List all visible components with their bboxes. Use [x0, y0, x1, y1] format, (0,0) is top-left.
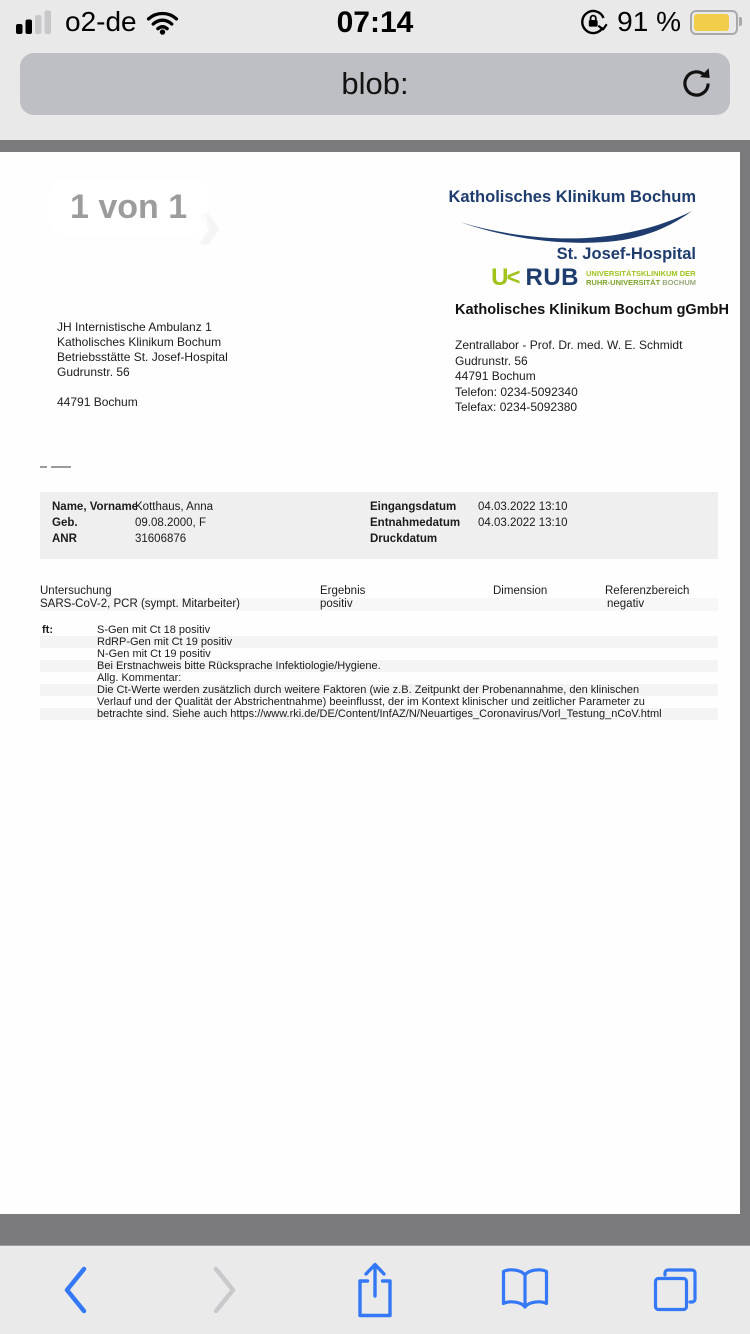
- carrier-label: o2-de: [65, 6, 137, 37]
- sender-address-line: JH Internistische Ambulanz 1: [57, 320, 212, 334]
- patient-info-box: [40, 492, 718, 559]
- lab-address-line: Telefax: 0234-5092380: [455, 400, 578, 414]
- url-text: blob:: [341, 66, 409, 101]
- battery-icon: [690, 10, 738, 35]
- address-bar[interactable]: [20, 53, 730, 115]
- bookmarks-button[interactable]: [489, 1254, 561, 1326]
- column-header: Untersuchung: [40, 585, 112, 597]
- sender-address-line: Betriebsstätte St. Josef-Hospital: [57, 350, 228, 364]
- clock: 07:14: [336, 6, 414, 39]
- column-header: Ergebnis: [320, 585, 366, 597]
- sender-address-line: [57, 380, 228, 395]
- open-book-icon: [496, 1266, 554, 1314]
- table-row: [40, 598, 718, 611]
- ukrub-logo-subtext: [586, 269, 696, 287]
- battery-percent: 91 %: [617, 6, 681, 37]
- logo-swoosh: [456, 209, 696, 245]
- footnote-line: Verlauf und der Qualität der Abstrichentnahme) beeinflusst, der im Kontext klinischer und zeitlicher Parameter zu: [97, 696, 645, 708]
- date-label: Druckdatum: [370, 533, 438, 545]
- chevron-right-icon: [210, 1264, 240, 1316]
- forward-button[interactable]: [189, 1254, 261, 1326]
- patient-label: ANR: [52, 533, 77, 545]
- sender-address-line: Katholisches Klinikum Bochum: [57, 335, 222, 349]
- ukrub-logo-uk: U<: [491, 264, 519, 291]
- date-label: Entnahmedatum: [370, 517, 461, 529]
- share-icon: [351, 1259, 399, 1321]
- share-button[interactable]: [339, 1254, 411, 1326]
- footnote-label: ft:: [42, 624, 53, 636]
- footnote-line: betrachte sind. Siehe auch https://www.rki.de/DE/Content/InfAZ/N/Neuartiges_Coronavirus/Vorl_Testung_nCoV.html: [40, 708, 718, 720]
- ukrub-logo: [491, 264, 696, 292]
- tabs-icon: [649, 1264, 701, 1316]
- rotation-lock-icon: [578, 7, 608, 37]
- results-header-row: [40, 585, 718, 598]
- back-button[interactable]: [39, 1254, 111, 1326]
- footnote-block: [40, 624, 718, 720]
- patient-value: 09.08.2000, F: [135, 517, 206, 529]
- status-bar-right: [578, 0, 738, 44]
- footnote-line: RdRP-Gen mit Ct 19 positiv: [40, 636, 718, 648]
- footnote-line: Die Ct-Werte werden zusätzlich durch weitere Faktoren (wie z.B. Zeitpunkt der Probenannahme, den klinischen: [40, 684, 718, 696]
- company-name: Katholisches Klinikum Bochum gGmbH: [455, 302, 729, 318]
- browser-top-bar: [0, 44, 750, 140]
- hospital-name: St. Josef-Hospital: [556, 245, 696, 263]
- clinic-name-logo-text: Katholisches Klinikum Bochum: [448, 188, 696, 206]
- ukrub-subline-2-strong: RUHR-UNIVERSITÄT: [585, 278, 661, 287]
- ukrub-logo-rub: RUB: [525, 264, 579, 291]
- lab-address-block: [455, 338, 682, 416]
- tabs-button[interactable]: [639, 1254, 711, 1326]
- result-value: positiv: [320, 598, 353, 610]
- date-value: 04.03.2022 13:10: [478, 501, 568, 513]
- ukrub-subline-2-light: BOCHUM: [662, 278, 696, 287]
- date-label: Eingangsdatum: [370, 501, 457, 513]
- column-header: Referenzbereich: [605, 585, 690, 597]
- lab-address-line: Telefon: 0234-5092340: [455, 384, 578, 399]
- sender-address-line: 44791 Bochum: [57, 395, 138, 409]
- status-bar: [0, 0, 750, 44]
- footnote-line: ft: S-Gen mit Ct 18 positiv: [42, 624, 211, 636]
- lab-address-line: 44791 Bochum: [455, 369, 536, 383]
- footnote-line: Bei Erstnachweis bitte Rücksprache Infektiologie/Hygiene.: [40, 660, 718, 672]
- ukrub-subline-1: UNIVERSITÄTSKLINIKUM DER: [585, 269, 696, 278]
- lab-address-line: Zentrallabor - Prof. Dr. med. W. E. Schmidt: [455, 338, 683, 352]
- patient-label: Geb.: [52, 517, 78, 529]
- lab-address-line: Gudrunstr. 56: [455, 353, 528, 368]
- pdf-viewer[interactable]: [0, 140, 750, 1245]
- column-header: Dimension: [493, 585, 548, 597]
- footnote-line: Allg. Kommentar:: [97, 672, 182, 684]
- sender-address-block: [57, 320, 228, 410]
- patient-value: Kotthaus, Anna: [135, 501, 214, 513]
- sender-address-line: Gudrunstr. 56: [57, 365, 130, 379]
- result-test-name: SARS-CoV-2, PCR (sympt. Mitarbeiter): [40, 598, 241, 610]
- reload-icon: [678, 65, 715, 102]
- reload-button[interactable]: [676, 65, 716, 105]
- battery-tip: [739, 17, 742, 26]
- chevron-left-icon: [60, 1264, 90, 1316]
- result-reference: negativ: [607, 598, 645, 610]
- battery-fill: [694, 14, 729, 31]
- patient-label: Name, Vorname: [52, 501, 139, 513]
- results-table: [40, 585, 718, 611]
- date-value: 04.03.2022 13:10: [478, 517, 568, 529]
- footnote-line: N-Gen mit Ct 19 positiv: [97, 648, 211, 660]
- browser-toolbar: [0, 1245, 750, 1334]
- fold-mark: [40, 466, 71, 468]
- pdf-page: [0, 152, 740, 1214]
- patient-value: 31606876: [135, 533, 187, 545]
- page-indicator: 1 von 1: [50, 180, 207, 235]
